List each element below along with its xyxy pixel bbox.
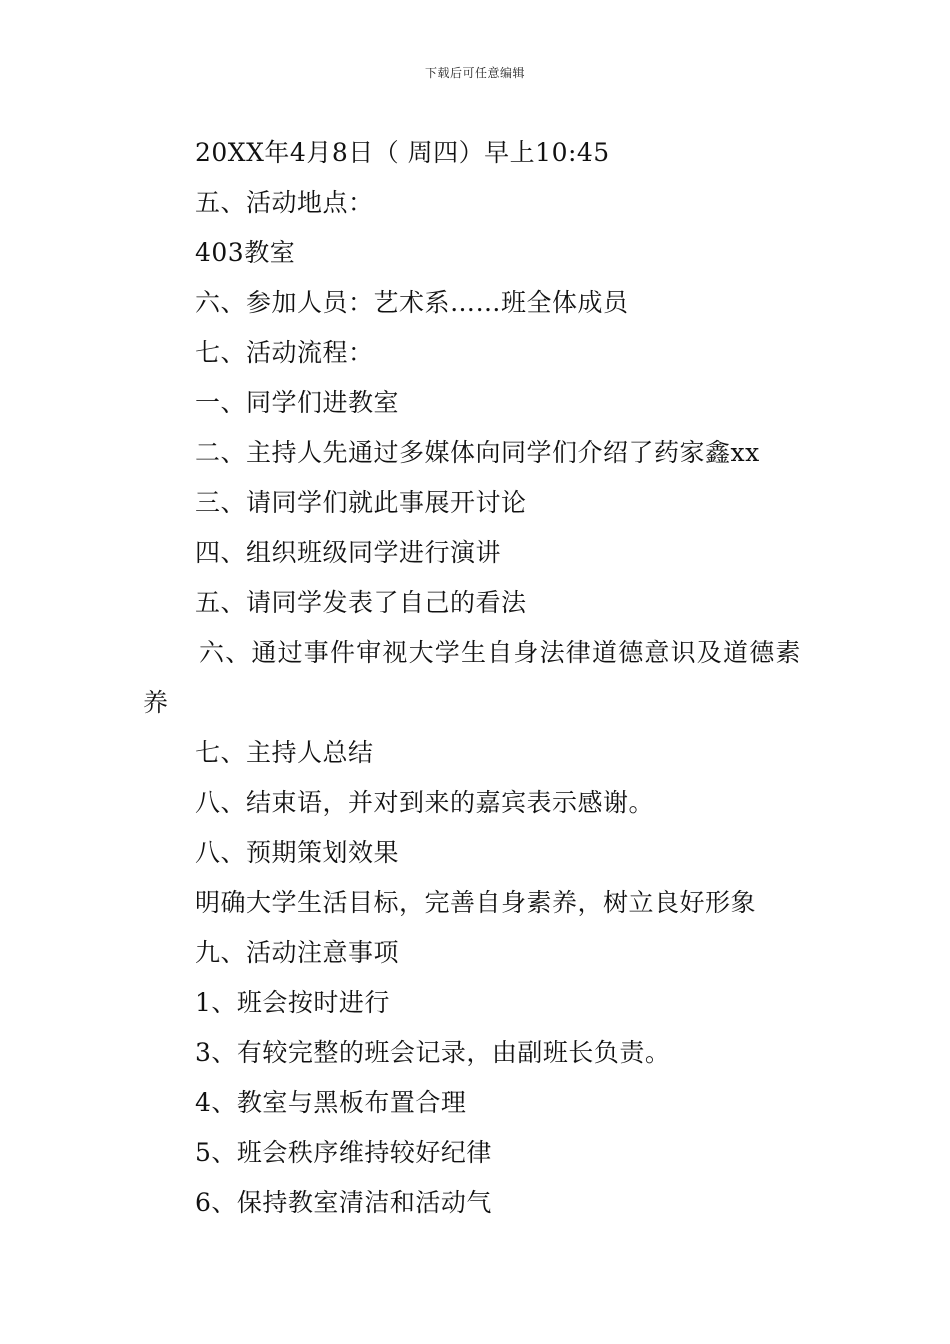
process-step-8: 八、结束语，并对到来的嘉宾表示感谢。: [195, 788, 655, 817]
section-heading-process: 七、活动流程：: [195, 338, 374, 367]
process-step-2: 二、主持人先通过多媒体向同学们介绍了药家鑫xx: [195, 438, 760, 467]
process-step-6: 六、通过事件审视大学生自身法律道德意识及道德素: [199, 638, 802, 667]
document-body: [143, 128, 835, 1228]
activity-time-line: 20XX年4月8日（ 周四）早上10:45: [195, 138, 610, 167]
section-heading-expected-effect: 八、预期策划效果: [195, 838, 400, 867]
participants-line: 六、参加人员：艺术系……班全体成员: [195, 288, 629, 317]
page-header-note: 下载后可任意编辑: [424, 66, 525, 80]
section-heading-location: 五、活动地点：: [195, 188, 374, 217]
note-item-5: 5、班会秩序维持较好纪律: [195, 1138, 492, 1167]
process-step-4: 四、组织班级同学进行演讲: [195, 538, 502, 567]
process-step-5: 五、请同学发表了自己的看法: [195, 588, 527, 617]
expected-effect-line: 明确大学生活目标，完善自身素养，树立良好形象: [195, 888, 757, 917]
note-item-4: 4、教室与黑板布置合理: [195, 1088, 467, 1117]
process-step-7: 七、主持人总结: [195, 738, 374, 767]
process-step-1: 一、同学们进教室: [195, 388, 400, 417]
process-step-3: 三、请同学们就此事展开讨论: [195, 488, 527, 517]
section-heading-notes: 九、活动注意事项: [195, 938, 400, 967]
note-item-3: 3、有较完整的班会记录，由副班长负责。: [195, 1038, 671, 1067]
process-step-6-continued: 养: [143, 688, 169, 717]
note-item-6: 6、保持教室清洁和活动气: [195, 1188, 492, 1217]
location-line: 403教室: [195, 238, 296, 267]
note-item-1: 1、班会按时进行: [195, 988, 390, 1017]
